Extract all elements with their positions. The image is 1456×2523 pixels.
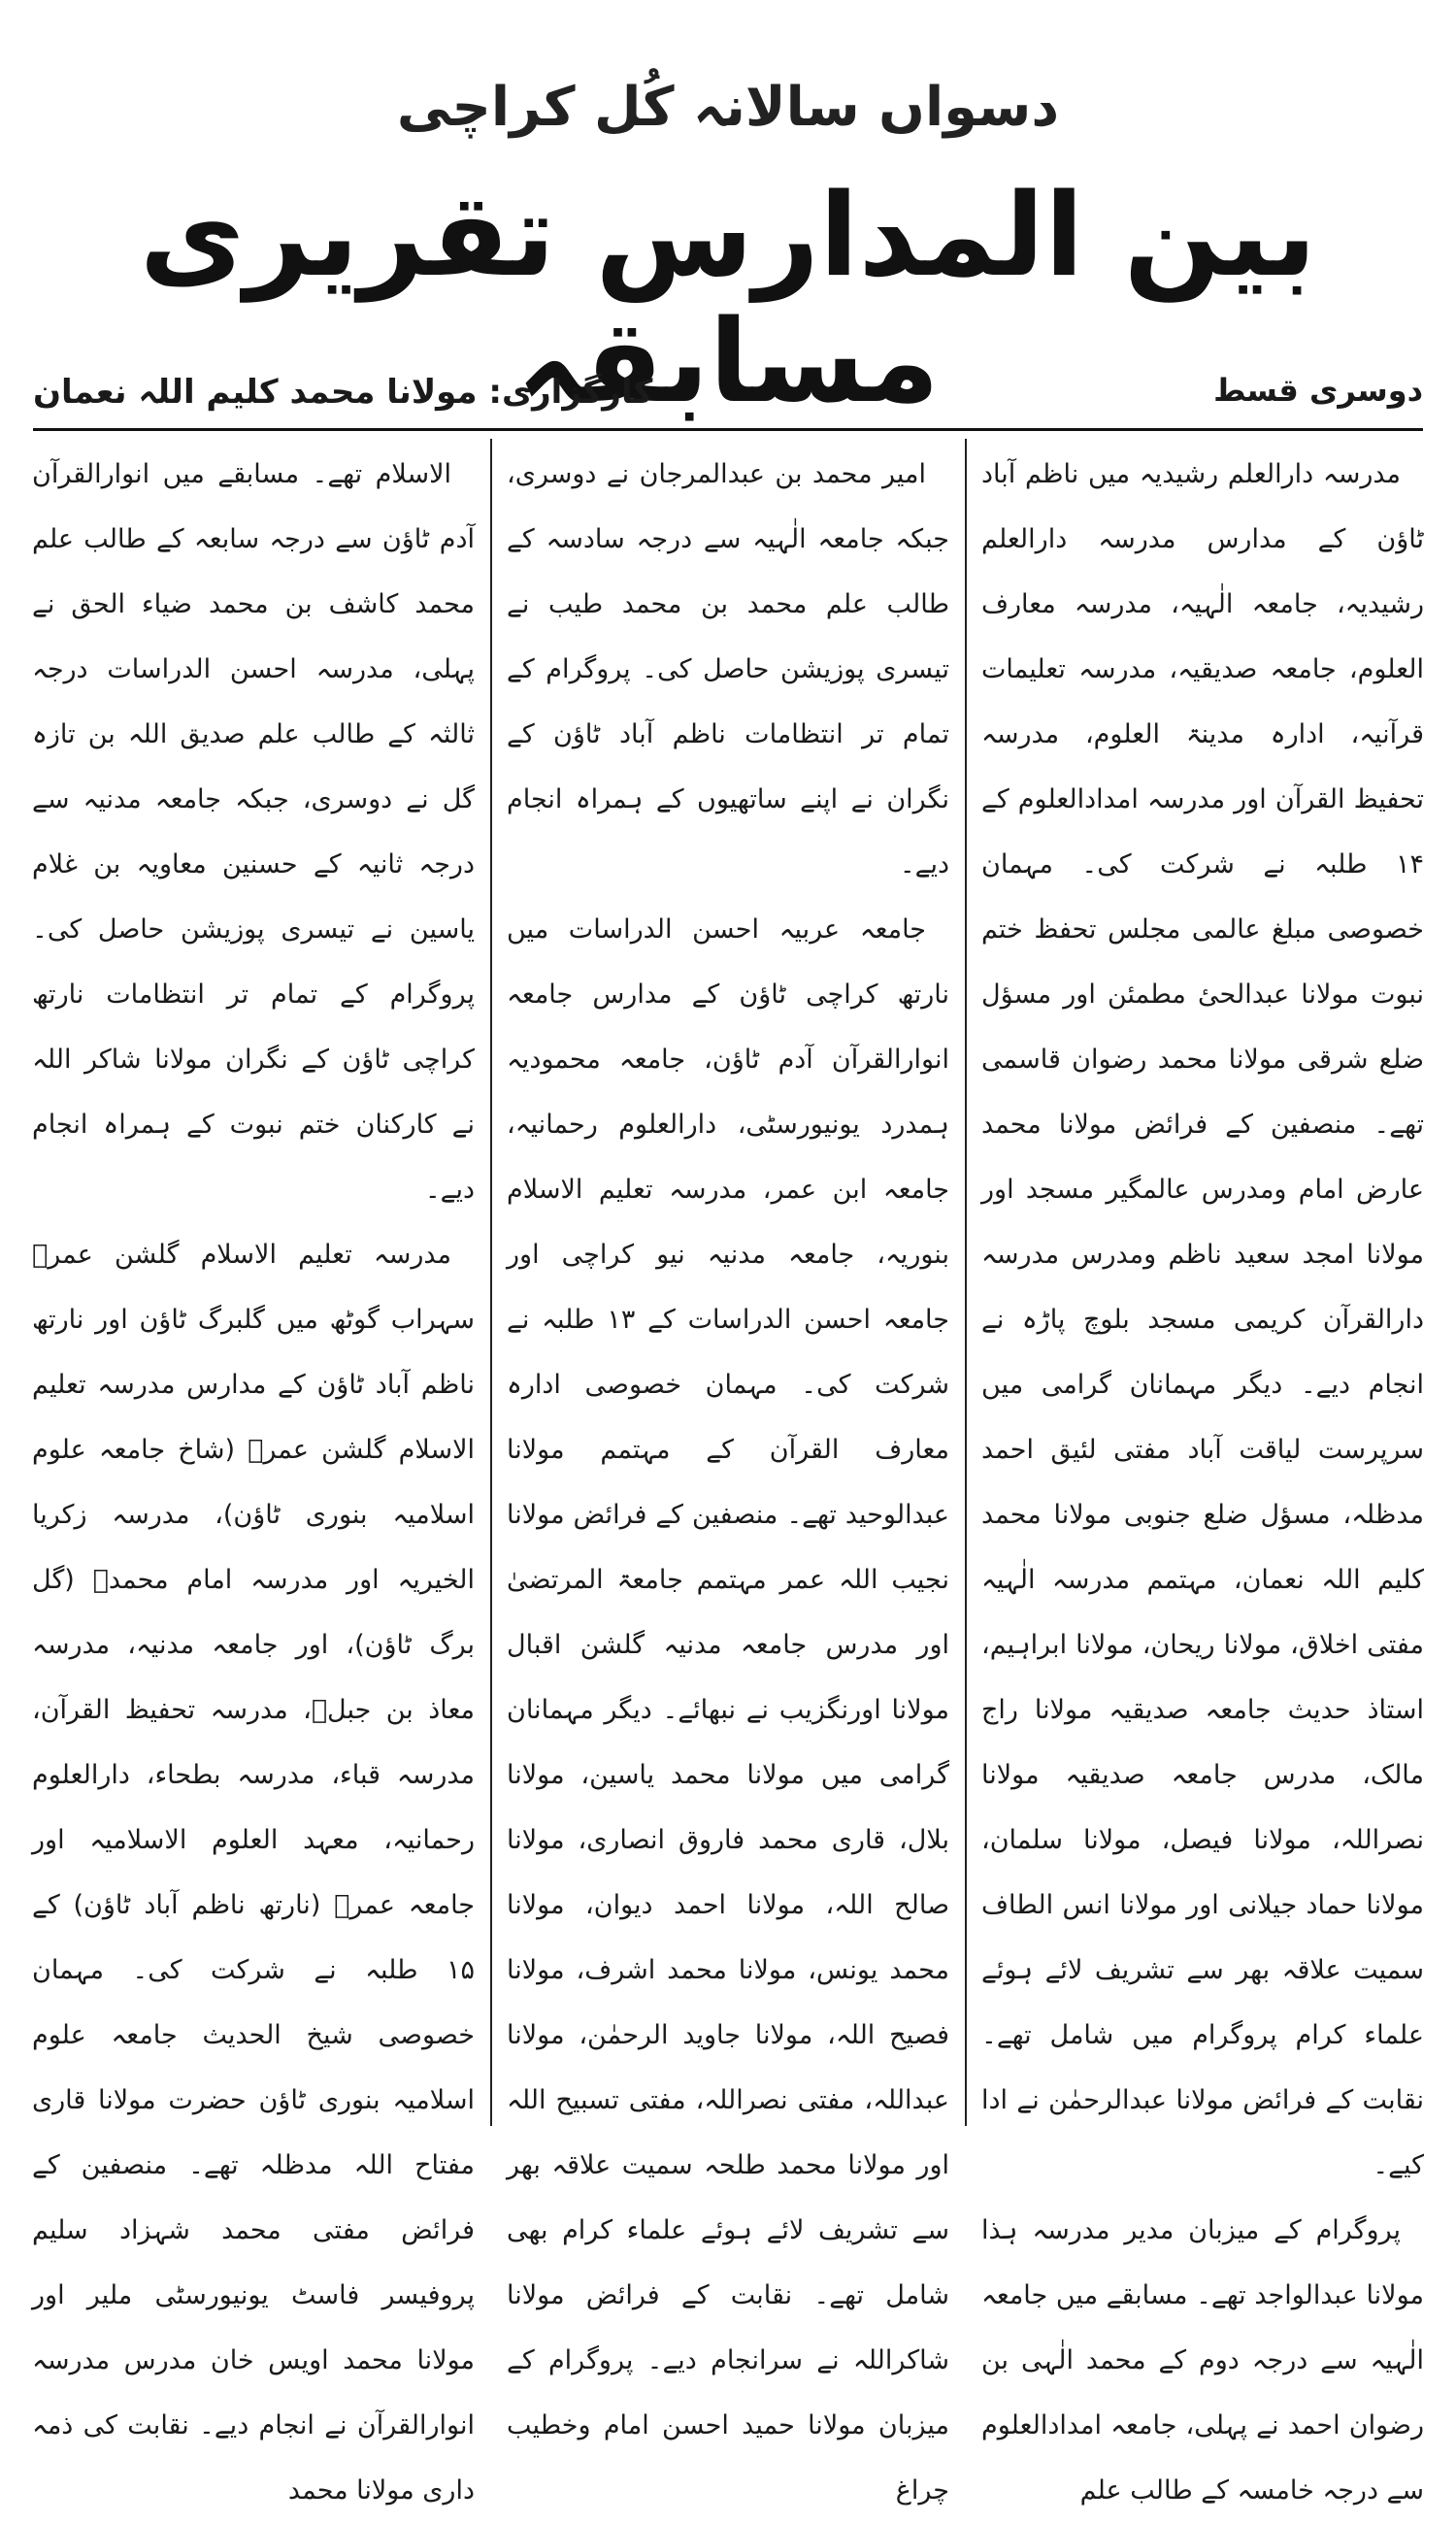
- paragraph: جامعہ عربیہ احسن الدراسات میں نارتھ کراچی ٹاؤن کے مدارس جامعہ انوارالقرآن آدم ٹاؤن، جامعہ محمودیہ ہمدرد یونیورسٹی، دارالعلوم رحمانیہ، جامعہ ابن عمر، مدرسہ تعلیم الاسلام بنوریہ، جامعہ مدنیہ نیو کراچی اور جامعہ احسن الدراسات کے ۱۳ طلبہ نے شرکت کی۔ مہمان خصوصی ادارہ معارف القرآن کے مہتمم مولانا عبدالوحید تھے۔ منصفین کے فرائض مولانا نجیب اللہ عمر مہتمم جامعۃ المرتضیٰ اور مدرس جامعہ مدنیہ گلشن اقبال مولانا اورنگزیب نے نبھائے۔ دیگر مہمانان گرامی میں مولانا محمد یاسین، مولانا بلال، قاری محمد فاروق انصاری، مولانا صالح اللہ، مولانا احمد دیوان، مولانا محمد یونس، مولانا محمد اشرف، مولانا فصیح اللہ، مولانا جاوید الرحمٰن، مولانا عبداللہ، مفتی نصراللہ، مفتی تسبیح اللہ اور مولانا محمد طلحہ سمیت علاقہ بھر سے تشریف لائے ہوئے علماء کرام بھی شامل تھے۔ نقابت کے فرائض مولانا شاکراللہ نے سرانجام دیے۔ پروگرام کے میزبان مولانا حمید احسن امام وخطیب چراغ: [507, 914, 949, 2506]
- paragraph: پروگرام کے میزبان مدیر مدرسہ ہذا مولانا عبدالواجد تھے۔ مسابقے میں جامعہ الٰہیہ سے درجہ دوم کے محمد الٰہی بن رضوان احمد نے پہلی، جامعہ امدادالعلوم سے درجہ خامسہ کے طالب علم: [981, 2215, 1424, 2506]
- paragraph: مدرسہ دارالعلم رشیدیہ میں ناظم آباد ٹاؤن کے مدارس مدرسہ دارالعلم رشیدیہ، جامعہ الٰہیہ، مدرسہ معارف العلوم، جامعہ صدیقیہ، مدرسہ تعلیمات قرآنیہ، ادارہ مدینۃ العلوم، مدرسہ تحفیظ القرآن اور مدرسہ امدادالعلوم کے ۱۴ طلبہ نے شرکت کی۔ مہمان خصوصی مبلغ عالمی مجلس تحفظ ختم نبوت مولانا عبدالحیٔ مطمئن اور مسؤل ضلع شرقی مولانا محمد رضوان قاسمی تھے۔ منصفین کے فرائض مولانا محمد عارض امام ومدرس عالمگیر مسجد اور مولانا امجد سعید ناظم ومدرس مدرسہ دارالقرآن کریمی مسجد بلوچ پاڑہ نے انجام دیے۔ دیگر مہمانان گرامی میں سرپرست لیاقت آباد مفتی لئیق احمد مدظلہ، مسؤل ضلع جنوبی مولانا محمد کلیم اللہ نعمان، مہتمم مدرسہ الٰہیہ مفتی اخلاق، مولانا ریحان، مولانا ابراہیم، استاذ حدیث جامعہ صدیقیہ مولانا راج مالک، مدرس جامعہ صدیقیہ مولانا نصراللہ، مولانا فیصل، مولانا سلمان، مولانا حماد جیلانی اور مولانا انس الطاف سمیت علاقہ بھر سے تشریف لائے ہوئے علماء کرام پروگرام میں شامل تھے۔ نقابت کے فرائض مولانا عبدالرحمٰن نے ادا کیے۔: [981, 459, 1424, 2180]
- author-byline: کارگزاری: مولانا محمد کلیم اللہ نعمان: [33, 373, 653, 412]
- article-title: بین المدارس تقریری مسابقہ: [139, 168, 1317, 428]
- paragraph: مدرسہ تعلیم الاسلام گلشن عمرؓ سہراب گوٹھ میں گلبرگ ٹاؤن اور نارتھ ناظم آباد ٹاؤن کے مدارس مدرسہ تعلیم الاسلام گلشن عمرؓ (شاخ جامعہ علوم اسلامیہ بنوری ٹاؤن)، مدرسہ زکریا الخیریہ اور مدرسہ امام محمدؒ (گل برگ ٹاؤن)، اور جامعہ مدنیہ، مدرسہ معاذ بن جبلؓ، مدرسہ تحفیظ القرآن، مدرسہ قباء، مدرسہ بطحاء، دارالعلوم رحمانیہ، معہد العلوم الاسلامیہ اور جامعہ عمرؓ (نارتھ ناظم آباد ٹاؤن) کے ۱۵ طلبہ نے شرکت کی۔ مہمان خصوصی شیخ الحدیث جامعہ علوم اسلامیہ بنوری ٹاؤن حضرت مولانا قاری مفتاح اللہ مدظلہ تھے۔ منصفین کے فرائض مفتی محمد شہزاد سلیم پروفیسر فاسٹ یونیورسٹی ملیر اور مولانا محمد اویس خان مدرس مدرسہ انوارالقرآن نے انجام دیے۔ نقابت کی ذمہ داری مولانا محمد: [32, 1240, 475, 2506]
- paragraph: امیر محمد بن عبدالمرجان نے دوسری، جبکہ جامعہ الٰہیہ سے درجہ سادسہ کے طالب علم محمد بن محمد طیب نے تیسری پوزیشن حاصل کی۔ پروگرام کے تمام تر انتظامات ناظم آباد ٹاؤن کے نگران نے اپنے ساتھیوں کے ہمراہ انجام دیے۔: [507, 459, 949, 880]
- column-divider: [490, 439, 492, 2126]
- article-column-middle: [507, 442, 949, 2506]
- byline-row: [33, 372, 1423, 430]
- article-column-left: [32, 442, 475, 2506]
- article-supertitle: دسواں سالانہ کُل کراچی: [396, 76, 1060, 139]
- header-rule: [33, 428, 1423, 431]
- column-divider: [965, 439, 967, 2126]
- paragraph: الاسلام تھے۔ مسابقے میں انوارالقرآن آدم ٹاؤن سے درجہ سابعہ کے طالب علم محمد کاشف بن محمد ضیاء الحق نے پہلی، مدرسہ احسن الدراسات درجہ ثالثہ کے طالب علم صدیق اللہ بن تازہ گل نے دوسری، جبکہ جامعہ مدنیہ سے درجہ ثانیہ کے حسنین معاویہ بن غلام یاسین نے تیسری پوزیشن حاصل کی۔ پروگرام کے تمام تر انتظامات نارتھ کراچی ٹاؤن کے نگران مولانا شاکر اللہ نے کارکنان ختم نبوت کے ہمراہ انجام دیے۔: [32, 459, 475, 1205]
- installment-label: دوسری قسط: [1213, 372, 1423, 409]
- article-column-right: [981, 442, 1424, 2506]
